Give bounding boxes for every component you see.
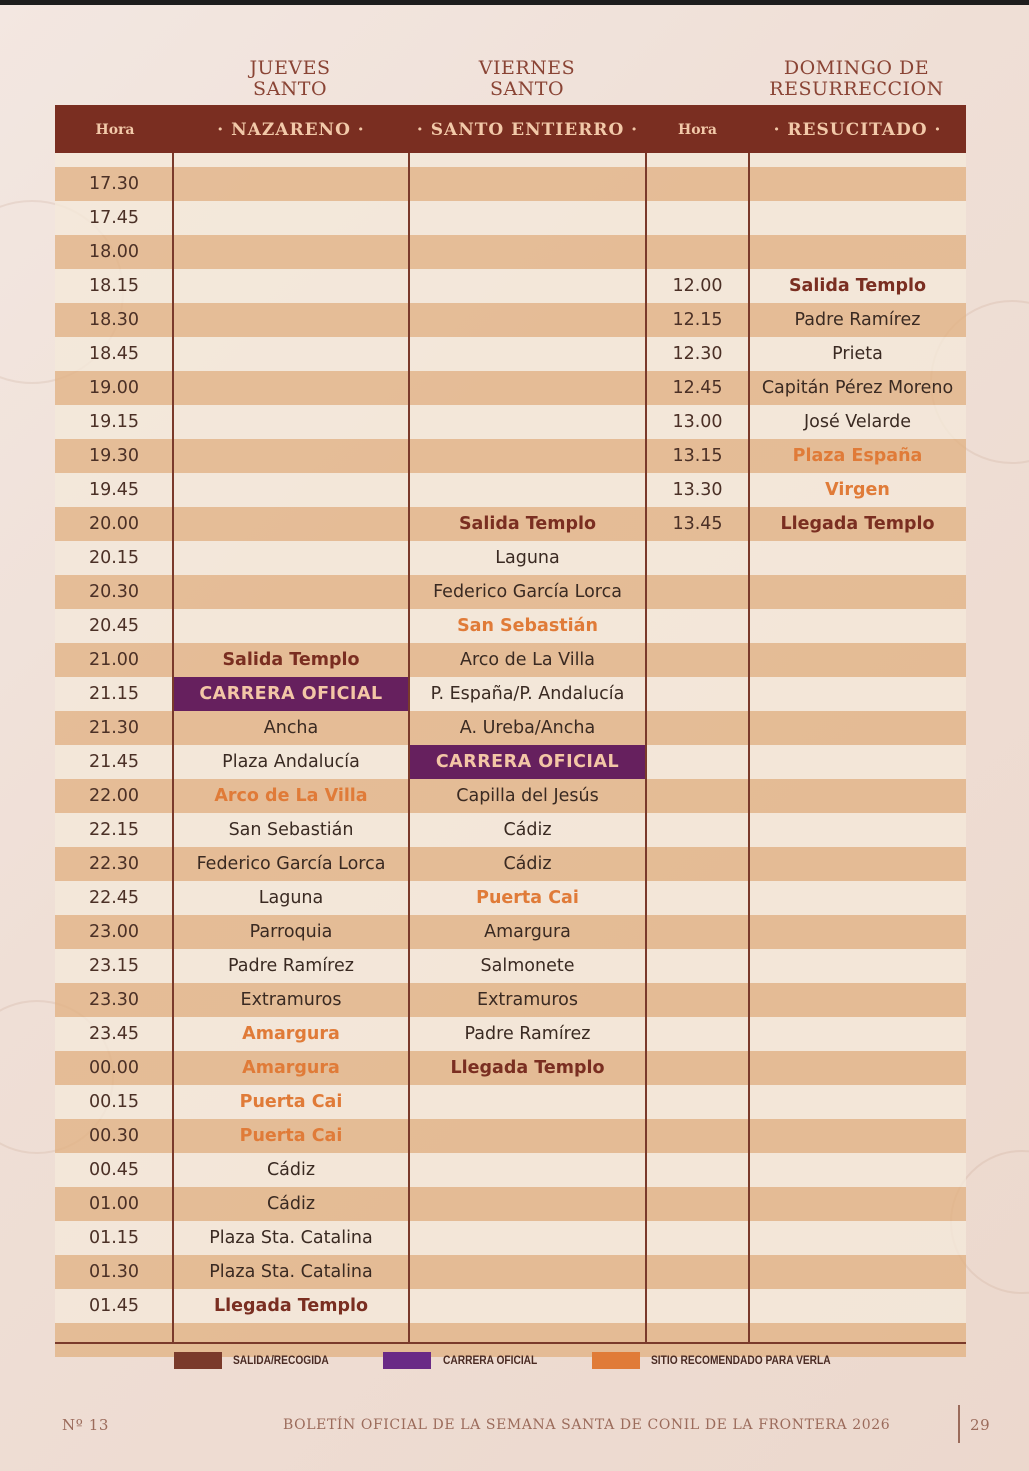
- cell-hora: 23.15: [88, 956, 140, 976]
- cell-santo-entierro: [409, 269, 646, 303]
- cell-hora-domingo: [646, 609, 749, 643]
- cell-resucitado: [749, 1017, 966, 1051]
- cell-hora: 18.45: [88, 344, 140, 364]
- cell-santo-entierro: San Sebastián: [457, 616, 598, 636]
- cell-nazareno: [173, 609, 409, 643]
- cell-nazareno: Llegada Templo: [213, 1296, 369, 1316]
- table-row: [55, 1221, 966, 1255]
- cell-hora-domingo: [646, 1051, 749, 1085]
- cell-hora: 22.30: [88, 854, 140, 874]
- table-row: [55, 303, 966, 337]
- cell-nazareno: Extramuros: [240, 990, 342, 1010]
- cell-resucitado: Capitán Pérez Moreno: [761, 378, 954, 398]
- cell-resucitado: [749, 1255, 966, 1289]
- column-divider: [172, 153, 174, 1343]
- cell-santo-entierro: Capilla del Jesús: [456, 786, 599, 806]
- page-number: 29: [970, 1416, 991, 1434]
- cell-santo-entierro: Cádiz: [503, 820, 552, 840]
- cell-santo-entierro: [409, 167, 646, 201]
- cell-hora-domingo: [646, 983, 749, 1017]
- cell-hora-domingo: [646, 235, 749, 269]
- table-row: [55, 1255, 966, 1289]
- column-divider: [408, 153, 410, 1343]
- cell-hora-domingo: [646, 1119, 749, 1153]
- cell-resucitado: Padre Ramírez: [794, 310, 921, 330]
- cell-nazareno: Puerta Cai: [239, 1092, 343, 1112]
- cell-santo-entierro: [409, 337, 646, 371]
- cell-resucitado: [749, 949, 966, 983]
- cell-santo-entierro: [409, 1255, 646, 1289]
- cell-resucitado: [749, 235, 966, 269]
- cell-nazareno: [173, 371, 409, 405]
- cell-resucitado: [749, 711, 966, 745]
- cell-resucitado: [749, 201, 966, 235]
- cell-nazareno: [173, 235, 409, 269]
- cell-hora-domingo: [646, 949, 749, 983]
- footer-divider: [958, 1405, 960, 1443]
- table-row: [55, 1289, 966, 1323]
- cell-santo-entierro: [409, 303, 646, 337]
- cell-hora: 20.30: [88, 582, 140, 602]
- cell-resucitado: Plaza España: [792, 446, 923, 466]
- legend-label-salida: SALIDA/RECOGIDA: [233, 1353, 329, 1367]
- cell-hora: 23.30: [88, 990, 140, 1010]
- cell-resucitado: Salida Templo: [788, 276, 927, 296]
- cell-santo-entierro: [409, 473, 646, 507]
- cell-nazareno: Amargura: [242, 1024, 340, 1044]
- cell-nazareno: [173, 541, 409, 575]
- cell-hora-domingo: 12.15: [672, 310, 723, 330]
- table-row: [55, 915, 966, 949]
- cell-santo-entierro: Puerta Cai: [476, 888, 579, 908]
- schedule-table: [55, 153, 966, 1343]
- cell-resucitado: [749, 1289, 966, 1323]
- cell-hora-domingo: 12.00: [672, 276, 723, 296]
- cell-hora-domingo: 12.30: [672, 344, 723, 364]
- cell-resucitado: [749, 745, 966, 779]
- cell-santo-entierro: [409, 1153, 646, 1187]
- cell-hora-domingo: 13.00: [672, 412, 723, 432]
- table-row: [55, 575, 966, 609]
- column-divider: [645, 153, 647, 1343]
- table-row: [55, 201, 966, 235]
- cell-hora-domingo: [646, 779, 749, 813]
- cell-hora-domingo: [646, 201, 749, 235]
- cell-hora-domingo: [646, 1085, 749, 1119]
- cell-hora: 00.30: [88, 1126, 140, 1146]
- table-row: [55, 1119, 966, 1153]
- cell-resucitado: Prieta: [832, 344, 883, 364]
- cell-hora: 01.30: [88, 1262, 140, 1282]
- cell-hora: [55, 1323, 173, 1357]
- cell-hora: 22.15: [88, 820, 140, 840]
- table-row: [55, 405, 966, 439]
- cell-santo-entierro: [409, 1221, 646, 1255]
- cell-hora: 21.00: [88, 650, 140, 670]
- cell-hora: 18.00: [88, 242, 140, 262]
- cell-hora: 20.45: [88, 616, 140, 636]
- cell-nazareno: Amargura: [242, 1058, 340, 1078]
- table-row: [55, 235, 966, 269]
- cell-nazareno: Laguna: [258, 888, 324, 908]
- cell-hora-domingo: [646, 167, 749, 201]
- table-row: [55, 949, 966, 983]
- cell-nazareno: [173, 507, 409, 541]
- issue-number: Nº 13: [62, 1416, 110, 1434]
- table-row: [55, 167, 966, 201]
- cell-hora: 20.15: [88, 548, 140, 568]
- cell-santo-entierro: A. Ureba/Ancha: [459, 718, 596, 738]
- cell-santo-entierro: Arco de La Villa: [459, 650, 596, 670]
- cell-santo-entierro: Salmonete: [480, 956, 575, 976]
- cell-santo-entierro: Padre Ramírez: [464, 1024, 591, 1044]
- cell-nazareno: Parroquia: [249, 922, 333, 942]
- table-row: [55, 847, 966, 881]
- table-row: [55, 813, 966, 847]
- cell-nazareno: [173, 473, 409, 507]
- table-row: [55, 1051, 966, 1085]
- cell-nazareno: Salida Templo: [222, 650, 360, 670]
- cell-hora: 00.00: [88, 1058, 140, 1078]
- cell-hora: 00.15: [88, 1092, 140, 1112]
- cell-hora: 21.30: [88, 718, 140, 738]
- cell-nazareno: Padre Ramírez: [228, 956, 354, 976]
- header-resucitado: · RESUCITADO ·: [773, 120, 942, 140]
- table-row: [55, 745, 966, 779]
- cell-santo-entierro: [409, 405, 646, 439]
- cell-resucitado: [749, 813, 966, 847]
- cell-hora: 19.00: [88, 378, 140, 398]
- cell-nazareno: [173, 167, 409, 201]
- day-title-domingo: DOMINGO DE RESURRECCION: [769, 57, 944, 100]
- cell-santo-entierro: Extramuros: [477, 990, 578, 1010]
- cell-hora: 22.00: [88, 786, 140, 806]
- cell-resucitado: Llegada Templo: [780, 514, 935, 534]
- cell-resucitado: [749, 1085, 966, 1119]
- cell-hora-domingo: [646, 711, 749, 745]
- cell-resucitado: [749, 983, 966, 1017]
- table-row: [55, 541, 966, 575]
- cell-resucitado: [749, 915, 966, 949]
- cell-hora-domingo: [646, 1255, 749, 1289]
- cell-santo-entierro: Salida Templo: [458, 514, 597, 534]
- table-row: [55, 507, 966, 541]
- legend-label-sitio: SITIO RECOMENDADO PARA VERLA: [651, 1353, 831, 1367]
- cell-santo-entierro: [409, 1119, 646, 1153]
- header-hora-domingo: Hora: [677, 122, 717, 138]
- cell-resucitado: [749, 847, 966, 881]
- cell-nazareno: [173, 439, 409, 473]
- cell-hora-domingo: 13.15: [672, 446, 723, 466]
- cell-resucitado: José Velarde: [803, 412, 912, 432]
- cell-hora-domingo: 12.45: [672, 378, 723, 398]
- cell-hora: 19.15: [88, 412, 140, 432]
- cell-hora-domingo: [646, 813, 749, 847]
- cell-nazareno: CARRERA OFICIAL: [173, 677, 409, 711]
- legend-swatch-sitio: [592, 1352, 640, 1369]
- cell-hora-domingo: [646, 575, 749, 609]
- cell-hora-domingo: [646, 643, 749, 677]
- cell-resucitado: [749, 1153, 966, 1187]
- column-divider: [748, 153, 750, 1343]
- cell-resucitado: [749, 1119, 966, 1153]
- table-row: [55, 337, 966, 371]
- cell-hora: 19.45: [88, 480, 140, 500]
- legend-swatch-salida: [174, 1352, 222, 1369]
- cell-santo-entierro: [409, 439, 646, 473]
- cell-hora-domingo: [646, 1289, 749, 1323]
- table-row: [55, 609, 966, 643]
- table-row: [55, 1153, 966, 1187]
- cell-nazareno: Federico García Lorca: [196, 854, 386, 874]
- cell-resucitado: [749, 881, 966, 915]
- cell-nazareno: Ancha: [263, 718, 319, 738]
- day-title-jueves: JUEVES SANTO: [249, 57, 331, 100]
- cell-hora-domingo: 13.30: [672, 480, 723, 500]
- cell-hora: 21.15: [88, 684, 140, 704]
- cell-resucitado: [749, 167, 966, 201]
- cell-nazareno: Plaza Sta. Catalina: [209, 1228, 373, 1248]
- cell-hora-domingo: [646, 1017, 749, 1051]
- cell-hora: 01.45: [88, 1296, 140, 1316]
- cell-santo-entierro: [409, 1187, 646, 1221]
- cell-santo-entierro: P. España/P. Andalucía: [430, 684, 625, 704]
- cell-nazareno: Cádiz: [266, 1160, 316, 1180]
- cell-resucitado: [749, 779, 966, 813]
- cell-hora-domingo: [646, 1187, 749, 1221]
- cell-santo-entierro: [409, 1289, 646, 1323]
- legend-swatch-carrera: [383, 1352, 431, 1369]
- table-row: [55, 643, 966, 677]
- cell-hora-domingo: [646, 881, 749, 915]
- cell-hora: 01.15: [88, 1228, 140, 1248]
- cell-nazareno: Cádiz: [266, 1194, 316, 1214]
- cell-resucitado: [749, 643, 966, 677]
- table-row: [55, 983, 966, 1017]
- cell-hora: 17.30: [88, 174, 140, 194]
- cell-santo-entierro: CARRERA OFICIAL: [409, 745, 646, 779]
- cell-nazareno: Plaza Andalucía: [222, 752, 360, 772]
- cell-resucitado: [749, 609, 966, 643]
- table-row: [55, 1085, 966, 1119]
- cell-resucitado: [749, 677, 966, 711]
- cell-santo-entierro: [409, 201, 646, 235]
- cell-santo-entierro: Federico García Lorca: [433, 582, 622, 602]
- table-row: [55, 779, 966, 813]
- cell-hora-domingo: [646, 1153, 749, 1187]
- cell-santo-entierro: Laguna: [495, 548, 560, 568]
- publication-title: BOLETÍN OFICIAL DE LA SEMANA SANTA DE CONIL DE LA FRONTERA 2026: [283, 1417, 891, 1433]
- cell-nazareno: [173, 269, 409, 303]
- table-row: [55, 269, 966, 303]
- cell-hora: 22.45: [88, 888, 140, 908]
- cell-nazareno: Puerta Cai: [239, 1126, 343, 1146]
- cell-hora: 18.30: [88, 310, 140, 330]
- table-bottom-border: [55, 1342, 966, 1344]
- cell-hora: 17.45: [88, 208, 140, 228]
- cell-santo-entierro: [409, 371, 646, 405]
- cell-santo-entierro: [409, 235, 646, 269]
- top-border: [0, 0, 1029, 5]
- cell-hora-domingo: 13.45: [672, 514, 723, 534]
- table-row: [55, 473, 966, 507]
- cell-hora: 21.45: [88, 752, 140, 772]
- cell-santo-entierro: Amargura: [484, 922, 571, 942]
- cell-santo-entierro: Llegada Templo: [450, 1058, 605, 1078]
- cell-hora-domingo: [646, 847, 749, 881]
- legend-label-carrera: CARRERA OFICIAL: [443, 1353, 538, 1367]
- cell-nazareno: [173, 303, 409, 337]
- table-row: [55, 1187, 966, 1221]
- cell-nazareno: Arco de La Villa: [214, 786, 368, 806]
- table-row: [55, 1017, 966, 1051]
- cell-hora: 19.30: [88, 446, 140, 466]
- cell-hora-domingo: [646, 1221, 749, 1255]
- cell-santo-entierro: Cádiz: [503, 854, 552, 874]
- cell-resucitado: [749, 1221, 966, 1255]
- cell-resucitado: [749, 1187, 966, 1221]
- table-row: [55, 439, 966, 473]
- cell-resucitado: [749, 1051, 966, 1085]
- table-row: [55, 677, 966, 711]
- cell-nazareno: [173, 201, 409, 235]
- table-row: [55, 711, 966, 745]
- header-santo-entierro: · SANTO ENTIERRO ·: [416, 120, 639, 140]
- table-row: [55, 881, 966, 915]
- cell-hora: 20.00: [88, 514, 140, 534]
- header-hora: Hora: [95, 122, 135, 138]
- table-row: [55, 371, 966, 405]
- cell-resucitado: [749, 541, 966, 575]
- cell-resucitado: Virgen: [825, 480, 890, 500]
- cell-santo-entierro: [409, 1085, 646, 1119]
- cell-hora: 00.45: [88, 1160, 140, 1180]
- cell-hora: 18.15: [88, 276, 140, 296]
- cell-hora-domingo: [646, 745, 749, 779]
- cell-hora-domingo: [646, 915, 749, 949]
- day-title-viernes: VIERNES SANTO: [478, 57, 576, 100]
- cell-nazareno: [173, 405, 409, 439]
- cell-nazareno: [173, 337, 409, 371]
- cell-nazareno: [173, 575, 409, 609]
- cell-nazareno: San Sebastián: [228, 820, 354, 840]
- header-nazareno: · NAZARENO ·: [217, 120, 365, 140]
- cell-resucitado: [749, 575, 966, 609]
- cell-hora: 23.00: [88, 922, 140, 942]
- cell-hora: 23.45: [88, 1024, 140, 1044]
- table-header: [55, 105, 966, 153]
- cell-hora-domingo: [646, 677, 749, 711]
- cell-hora: 01.00: [88, 1194, 140, 1214]
- table-top-strip: [55, 153, 966, 167]
- cell-nazareno: Plaza Sta. Catalina: [209, 1262, 373, 1282]
- cell-hora-domingo: [646, 541, 749, 575]
